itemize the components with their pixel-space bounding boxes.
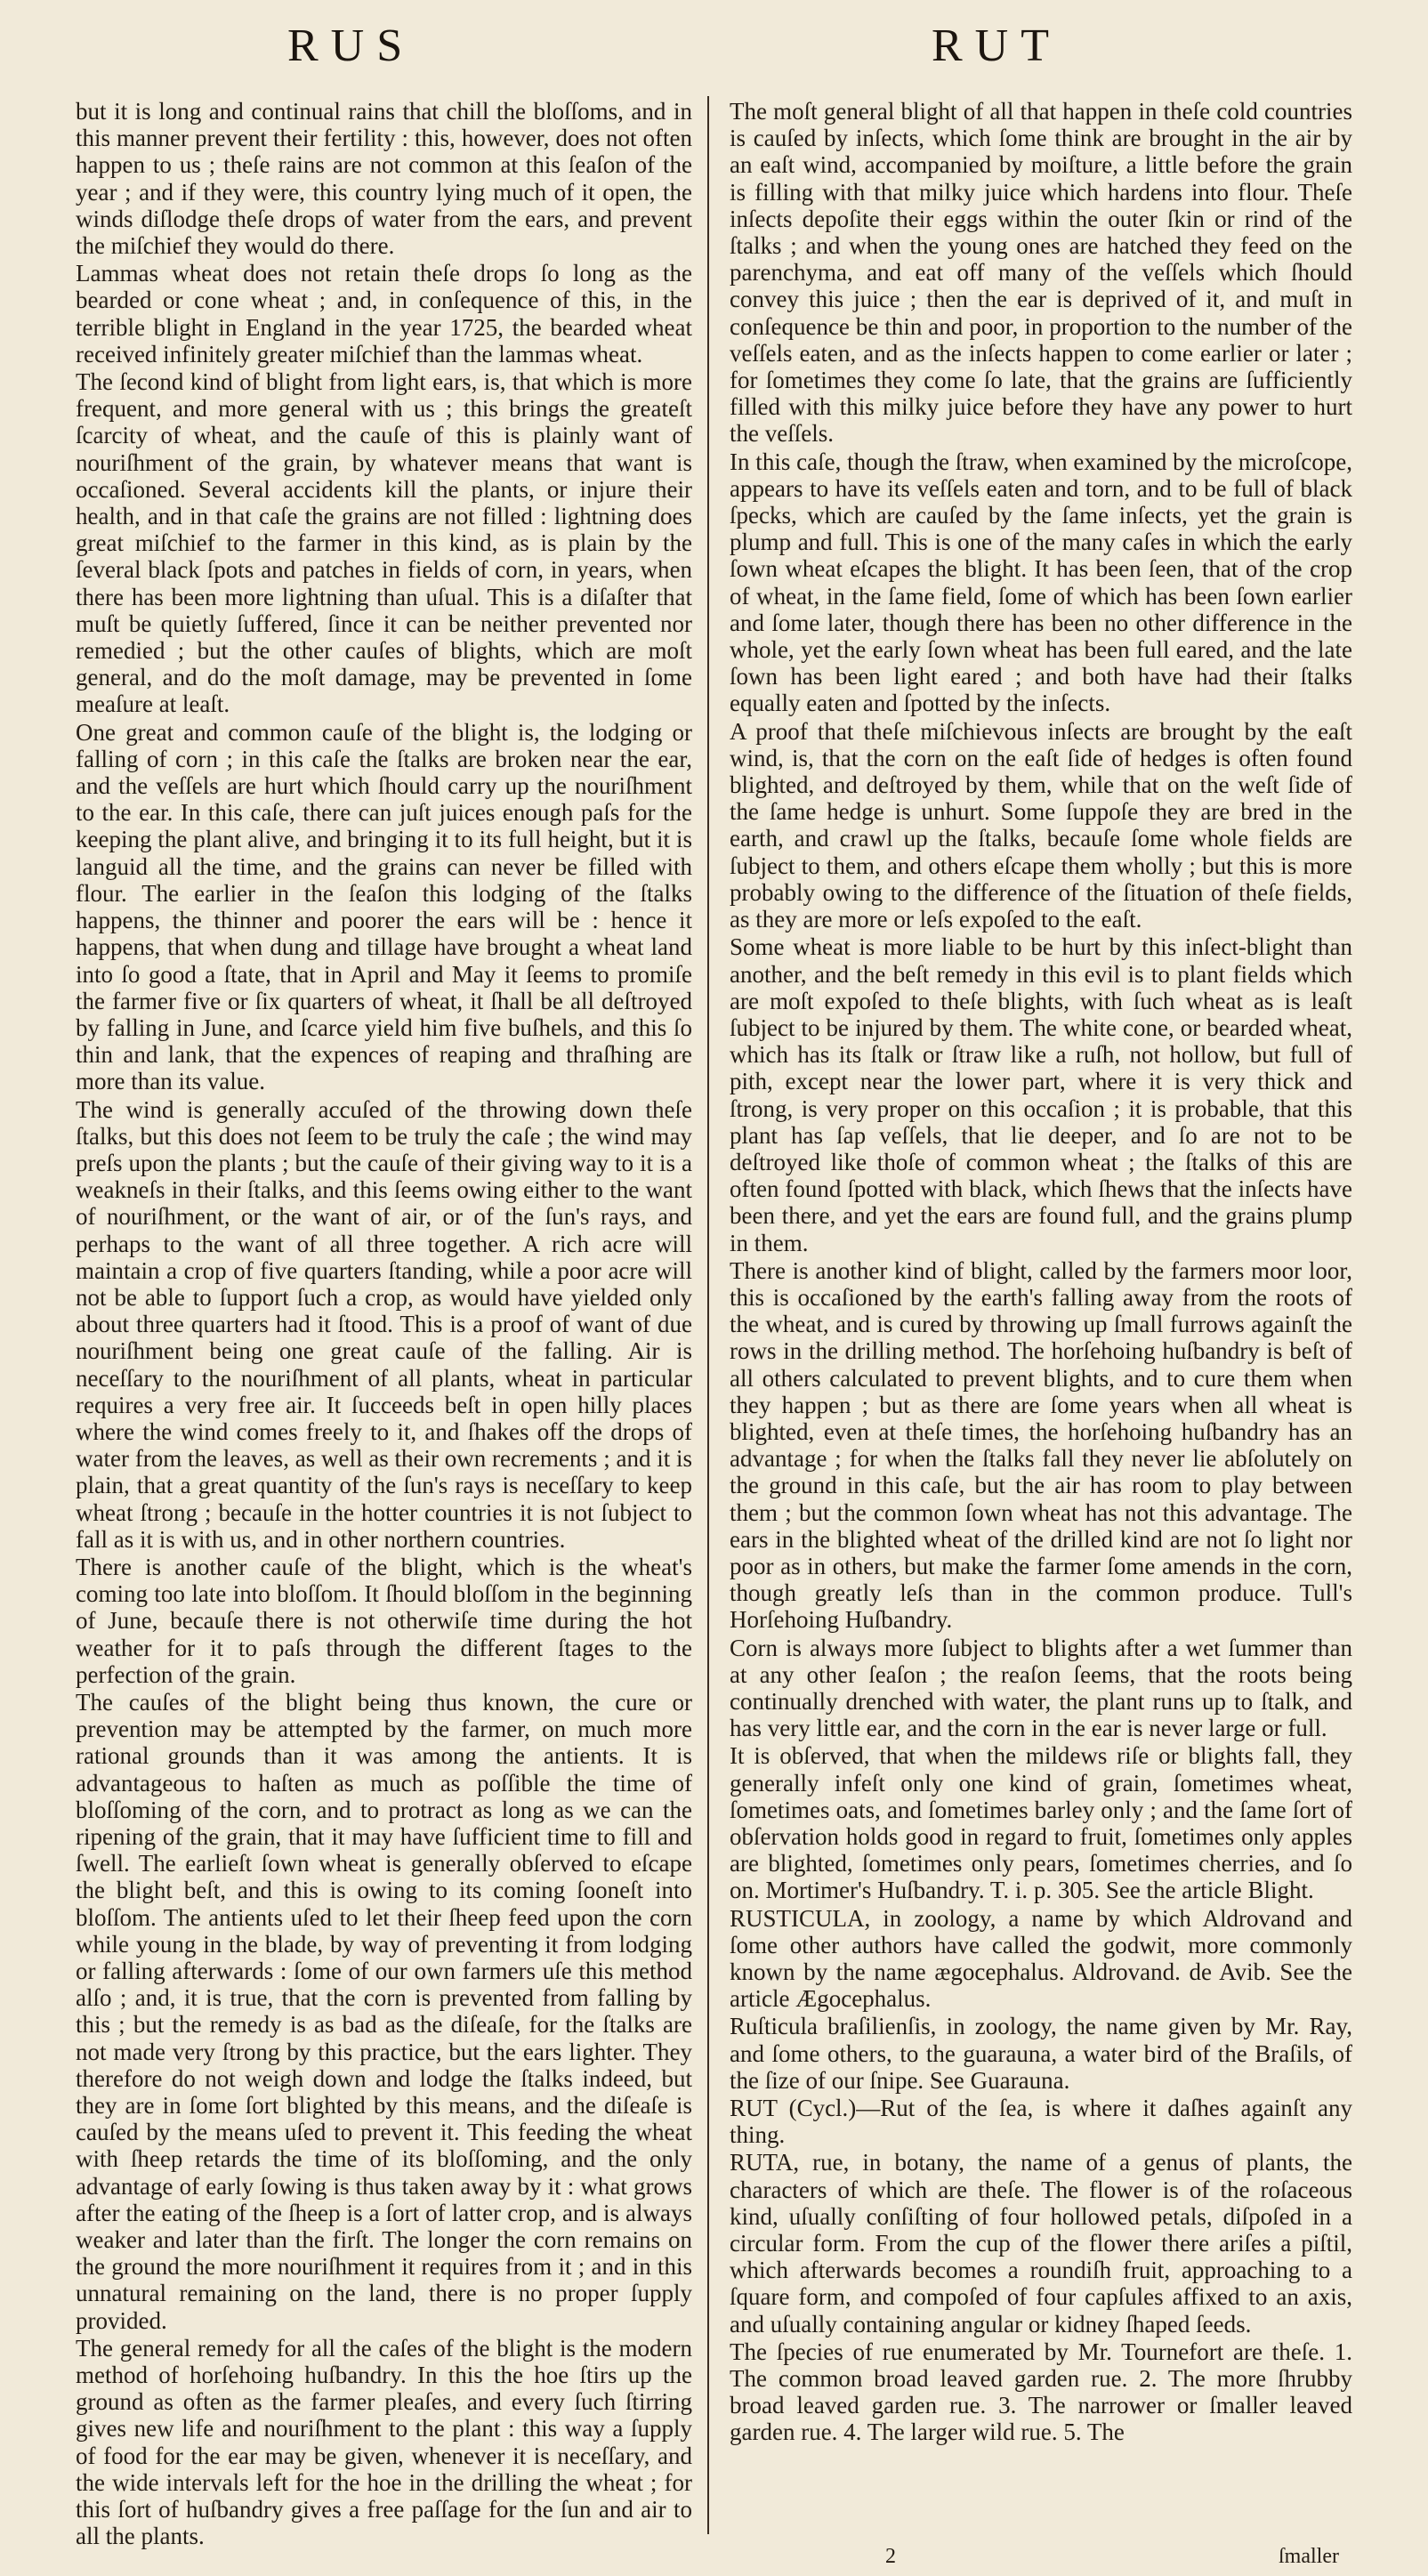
- entry-rusticula-brasiliensis: Ruſticula braſilienſis, in zoology, the name given by Mr. Ray, and ſome others, to the guarauna, a water bird of the Braſils, of the ſize of our ſnipe. See Guarauna.: [730, 2013, 1352, 2094]
- paragraph: The general remedy for all the caſes of the blight is the modern method of horſehoing huſbandry. In this the hoe ſtirs up the ground as often as the farmer pleaſes, and every ſuch ſtirring gives new life and nouriſhment to the plant : this way a ſupply of food for the ear may be given, whenever it is neceſſary, and the wide intervals left for the hoe in the drilling the wheat ; for this ſort of huſbandry gives a free paſſage for the ſun and air to all the plants.: [76, 2334, 692, 2550]
- paragraph: A proof that theſe miſchievous inſects are brought by the eaſt wind, is, that the corn on the eaſt ſide of hedges is often found blighted, and deſtroyed by them, while that on the weſt ſide of the ſame hedge is unhurt. Some ſuppoſe they are bred in the earth, and crawl up the ſtalks, becauſe ſome whole fields are ſubject to them, and others eſcape them wholly ; but this is more probably owing to the difference of the ſituation of theſe fields, as they are more or leſs expoſed to the eaſt.: [730, 717, 1352, 933]
- catchword: ſmaller: [1279, 2545, 1339, 2568]
- paragraph: The cauſes of the blight being thus known, the cure or prevention may be attempted by the farmer, on much more rational grounds than it was among the antients. It is advantageous to haſten as much as poſſible the time of bloſſoming of the corn, and to protract as long as we can the ripening of the grain, that it may have ſufficient time to fill and ſwell. The earlieſt ſown wheat is generally obſerved to eſcape the blight beſt, and this is owing to its coming ſooneſt into bloſſom. The antients uſed to let their ſheep feed upon the corn while young in the blade, by way of preventing it from lodging or falling afterwards : ſome of our own farmers uſe this method alſo ; and, it is true, that the corn is prevented from falling by this ; but the remedy is as bad as the diſeaſe, for the ſtalks are not made very ſtrong by this practice, but the ears lighter. They therefore do not weigh down and lodge the ſtalks indeed, but they are in ſome ſort blighted by this means, and the diſeaſe is cauſed by the means uſed to prevent it. This feeding the wheat with ſheep retards the time of its bloſſoming, and the only advantage of early ſowing is thus taken away by it : what grows after the eating of the ſheep is a ſort of latter crop, and is always weaker and later than the firſt. The longer the corn remains on the ground the more nouriſhment it requires from it ; and in this unnatural remaining on the land, there is no proper ſupply provided.: [76, 1688, 692, 2334]
- right-column: [730, 98, 1352, 2536]
- entry-rusticula: RUSTICULA, in zoology, a name by which Aldrovand and ſome other authors have called the godwit, more commonly known by the name ægocephalus. Aldrovand. de Avib. See the article Ægocephalus.: [730, 1904, 1352, 2013]
- paragraph: The moſt general blight of all that happen in theſe cold countries is cauſed by inſects, which ſome think are brought in the air by an eaſt wind, accompanied by moiſture, a little before the grain is filling with that milky juice which hardens into flour. Theſe inſects depoſite their eggs within the outer ſkin or rind of the ſtalks ; and when the young ones are hatched they feed on the parenchyma, and eat off many of the veſſels which ſhould convey this juice ; then the ear is deprived of it, and muſt in conſequence be thin and poor, in proportion to the number of the veſſels eaten, and as the inſects happen to come earlier or later ; for ſometimes they come ſo late, that the grains are ſufficiently filled with this milky juice before they have any power to hurt the veſſels.: [730, 98, 1352, 448]
- paragraph: There is another cauſe of the blight, which is the wheat's coming too late into bloſſom. It ſhould bloſſom in the beginning of June, becauſe there is not otherwiſe time during the hot weather for it to paſs through the different ſtages to the perfection of the grain.: [76, 1553, 692, 1688]
- running-head-right: RUT: [932, 20, 1061, 71]
- paragraph: Lammas wheat does not retain theſe drops ſo long as the bearded or cone wheat ; and, in conſequence of this, in the terrible blight in England in the year 1725, the bearded wheat received infinitely greater miſchief than the lammas wheat.: [76, 260, 692, 367]
- running-head-left: RUS: [287, 20, 415, 71]
- entry-ruta: RUTA, rue, in botany, the name of a genus of plants, the characters of which are theſe. The flower is of the roſaceous kind, uſually conſiſting of four hollowed petals, diſpoſed in a circular form. From the cup of the flower there ariſes a piſtil, which afterwards becomes a roundiſh fruit, approaching to a ſquare form, and compoſed of four capſules affixed to an axis, and uſually containing angular or kidney ſhaped ſeeds.: [730, 2149, 1352, 2338]
- paragraph: It is obſerved, that when the mildews riſe or blights fall, they generally infeſt only one kind of grain, ſometimes wheat, ſometimes oats, and ſometimes barley only ; and the ſame ſort of obſervation holds good in regard to fruit, ſometimes only apples are blighted, ſometimes only pears, ſometimes cherries, and ſo on. Mortimer's Huſbandry. T. i. p. 305. See the article Blight.: [730, 1742, 1352, 1904]
- paragraph: There is another kind of blight, called by the farmers moor loor, this is occaſioned by the earth's falling away from the roots of the wheat, and is cured by throwing up ſmall furrows againſt the rows in the drilling method. The horſehoing huſbandry is beſt of all others calculated to prevent blights, and to cure them when they happen ; but as there are ſome years when all wheat is blighted, even at theſe times, the horſehoing huſbandry has an advantage ; for when the ſtalks fall they never lie abſolutely on the ground in this caſe, but the air has room to play between them ; but the common ſown wheat has not this advantage. The ears in the blighted wheat of the drilled kind are not ſo light nor poor as in others, but make the farmer ſome amends in the corn, though greatly leſs than in the common produce. Tull's Horſehoing Huſbandry.: [730, 1256, 1352, 1634]
- column-divider: [707, 96, 709, 2534]
- paragraph: but it is long and continual rains that chill the bloſſoms, and in this manner prevent their fertility : this, however, does not often happen to us ; theſe rains are not common at this ſeaſon of the year ; and if they were, this country lying much of it open, the winds diſlodge theſe drops of water from the ears, and prevent the miſchief they would do there.: [76, 98, 692, 260]
- left-column: [76, 98, 692, 2550]
- entry-rut: RUT (Cycl.)—Rut of the ſea, is where it daſhes againſt any thing.: [730, 2095, 1352, 2149]
- paragraph: Some wheat is more liable to be hurt by this inſect-blight than another, and the beſt remedy in this evil is to plant fields which are moſt expoſed to theſe blights, with ſuch wheat as is leaſt ſubject to be injured by them. The white cone, or bearded wheat, which has its ſtalk or ſtraw like a ruſh, not hollow, but full of pith, except near the lower part, where it is very thick and ſtrong, is very proper on this occaſion ; it is probable, that this plant has ſap veſſels, that lie deeper, and ſo are not to be deſtroyed like thoſe of common wheat ; the ſtalks of this are often found ſpotted with black, which ſhews that the inſects have been there, and yet the ears are found full, and the grains plump in them.: [730, 933, 1352, 1256]
- signature-mark: 2: [885, 2545, 896, 2568]
- paragraph: One great and common cauſe of the blight is, the lodging or falling of corn ; in this caſe the ſtalks are broken near the ear, and the veſſels are hurt which ſhould carry up the nouriſhment to the ear. In this caſe, there can juſt juices enough paſs for the keeping the plant alive, and bringing it to its full height, but it is languid all the time, and the grains can never be filled with flour. The earlier in the ſeaſon this lodging of the ſtalks happens, the thinner and poorer the ears will be : hence it happens, that when dung and tillage have brought a wheat land into ſo good a ſtate, that in April and May it ſeems to promiſe the farmer five or ſix quarters of wheat, it ſhall be all deſtroyed by falling in June, and ſcarce yield him five buſhels, and this ſo thin and lank, that the expences of reaping and thraſhing are more than its value.: [76, 718, 692, 1095]
- paragraph: Corn is always more ſubject to blights after a wet ſummer than at any other ſeaſon ; the reaſon ſeems, that the roots being continually drenched with water, the plant runs up to ſtalk, and has very little ear, and the corn in the ear is never large or full.: [730, 1634, 1352, 1742]
- paragraph: In this caſe, though the ſtraw, when examined by the microſcope, appears to have its veſſels eaten and torn, and to be full of black ſpecks, which are cauſed by the ſame inſects, yet the grain is plump and full. This is one of the many caſes in which the early ſown wheat eſcapes the blight. It has been ſeen, that of the crop of wheat, in the ſame field, ſome of which has been ſown earlier and ſome later, though there has been no other difference in the whole, yet the early ſown wheat has been full eared, and the late ſown has been light eared ; and both have had their ſtalks equally eaten and ſpotted by the inſects.: [730, 448, 1352, 717]
- paragraph: The ſecond kind of blight from light ears, is, that which is more frequent, and more general with us ; this brings the greateſt ſcarcity of wheat, and the cauſe of this is plainly want of nouriſhment of the grain, by whatever means that want is occaſioned. Several accidents kill the plants, or injure their health, and in that caſe the grains are not filled : lightning does great miſchief to the farmer in this kind, as is plain by the ſeveral black ſpots and patches in fields of corn, in years, when there has been more lightning than uſual. This is a diſaſter that muſt be quietly ſuffered, ſince it can be neither prevented nor remedied ; but the other cauſes of blights, which are moſt general, and do the moſt damage, may be prevented in ſome meaſure at leaſt.: [76, 368, 692, 718]
- paragraph: The ſpecies of rue enumerated by Mr. Tournefort are theſe. 1. The common broad leaved garden rue. 2. The more ſhrubby broad leaved garden rue. 3. The narrower or ſmaller leaved garden rue. 4. The larger wild rue. 5. The: [730, 2338, 1352, 2446]
- paragraph: The wind is generally accuſed of the throwing down theſe ſtalks, but this does not ſeem to be truly the caſe ; the wind may preſs upon the plants ; but the cauſe of their giving way to it is a weakneſs in their ſtalks, and this ſeems owing either to the want of nouriſhment, or the want of air, or of the ſun's rays, and perhaps to the want of all three together. A rich acre will maintain a crop of five quarters ſtanding, while a poor acre will not be able to ſupport ſuch a crop, as would have yielded only about three quarters had it ſtood. This is a proof of want of due nouriſhment being one great cauſe of the falling. Air is neceſſary to the nouriſhment of all plants, wheat in particular requires a very free air. It ſucceeds beſt in open hilly places where the wind comes freely to it, and ſhakes off the drops of water from the leaves, as well as their own recrements ; and it is plain, that a great quantity of the ſun's rays is neceſſary to keep wheat ſtrong ; becauſe in the hotter countries it is not ſubject to fall as it is with us, and in other northern countries.: [76, 1095, 692, 1553]
